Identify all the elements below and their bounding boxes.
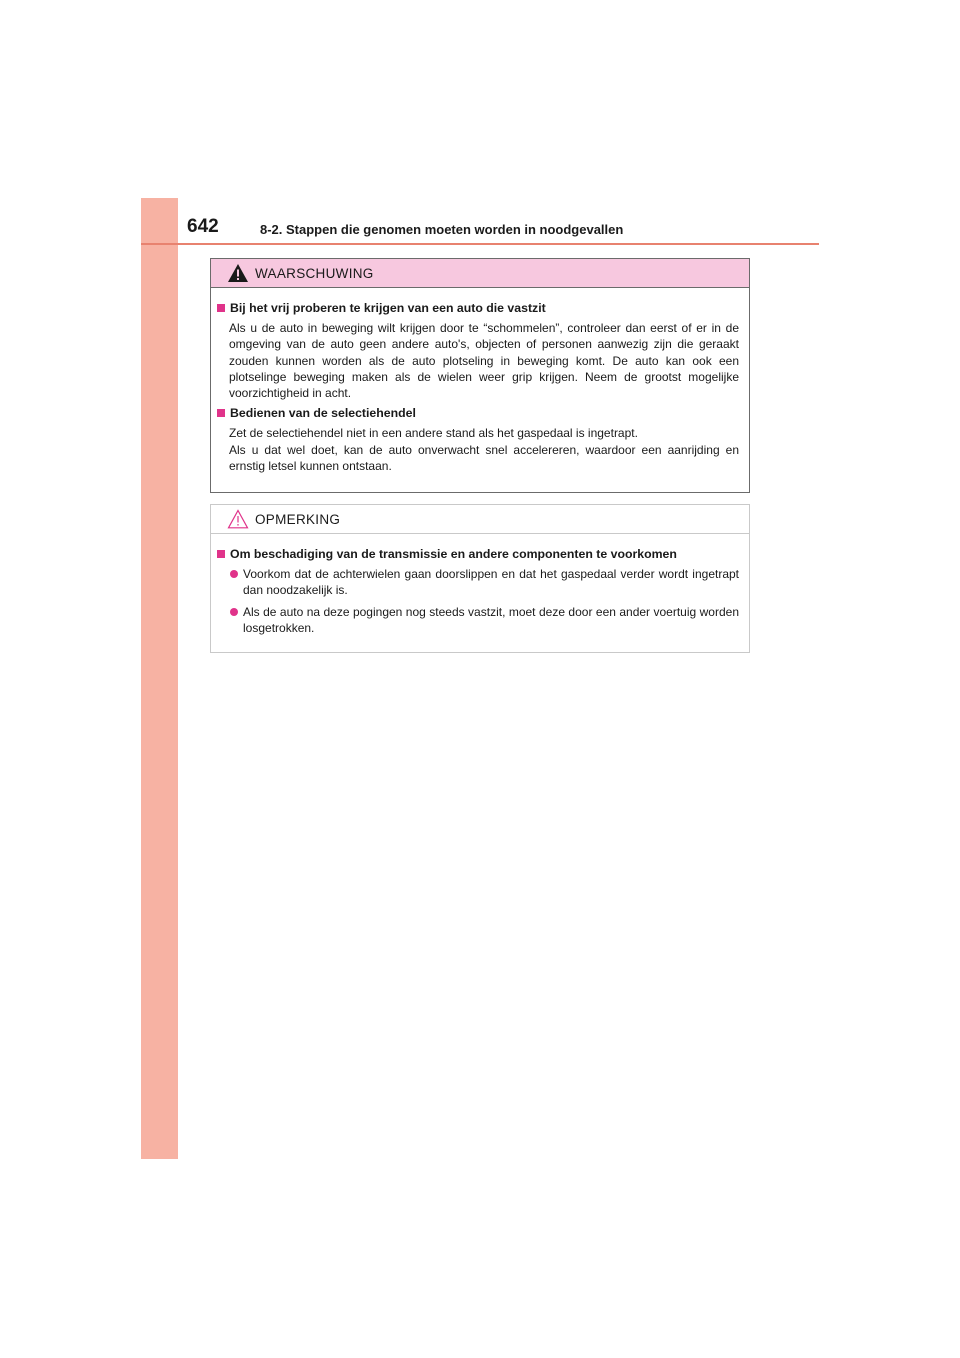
warning-triangle-filled-icon: [227, 263, 249, 283]
warning-header: [211, 259, 749, 288]
note-bullet-item: [243, 604, 739, 637]
warning-paragraph: Zet de selectiehendel niet in een andere stand als het gaspedaal is ingetrapt.: [229, 426, 638, 441]
square-bullet-icon: [217, 409, 225, 417]
chapter-side-tab: [141, 198, 178, 1159]
warning-heading-text: Bij het vrij proberen te krijgen van een auto die vastzit: [230, 301, 546, 315]
round-bullet-icon: [230, 570, 238, 578]
note-bullet-text: Voorkom dat de achterwielen gaan doorslippen en dat het gaspedaal verder wordt ingetrapt dan noodzakelijk is.: [243, 567, 739, 598]
note-header: [211, 505, 749, 534]
warning-heading-text: Bedienen van de selectiehendel: [230, 406, 416, 421]
note-bullet-text: Als de auto na deze pogingen nog steeds vastzit, moet deze door een ander voertuig worden losgetrokken.: [243, 604, 739, 635]
warning-heading-selector: [217, 406, 739, 420]
square-bullet-icon: [217, 550, 225, 558]
warning-box: [210, 258, 750, 493]
header-rule: [141, 243, 819, 245]
square-bullet-icon: [217, 304, 225, 312]
warning-title: WAARSCHUWING: [255, 265, 374, 281]
note-title: OPMERKING: [255, 511, 341, 527]
page-number: 642: [187, 216, 219, 237]
note-body: [211, 534, 749, 636]
warning-heading-stuck: [217, 301, 739, 315]
warning-triangle-outline-icon: [227, 509, 249, 529]
note-box: [210, 504, 750, 653]
warning-paragraph: Als u de auto in beweging wilt krijgen door te “schommelen”, controleer dan eerst of er in de omgeving van de auto geen andere auto's, objecten of personen aanwezig zijn die geraakt zouden kunnen worden als de auto plotseling in beweging komt. De auto kan ook een plotselinge beweging maken als de wielen weer grip krijgen. Neem de grootst mogelijke voorzichtigheid in acht.: [229, 321, 739, 401]
warning-body: [211, 288, 749, 474]
note-heading: [217, 547, 739, 561]
note-heading-text: Om beschadiging van de transmissie en andere componenten te voorkomen: [230, 547, 677, 561]
round-bullet-icon: [230, 608, 238, 616]
note-bullet-item: [243, 566, 739, 599]
section-title: 8-2. Stappen die genomen moeten worden in noodgevallen: [260, 222, 624, 237]
warning-paragraph: Als u dat wel doet, kan de auto onverwacht snel accelereren, waardoor een aanrijding en ernstig letsel kunnen ontstaan.: [229, 442, 739, 474]
